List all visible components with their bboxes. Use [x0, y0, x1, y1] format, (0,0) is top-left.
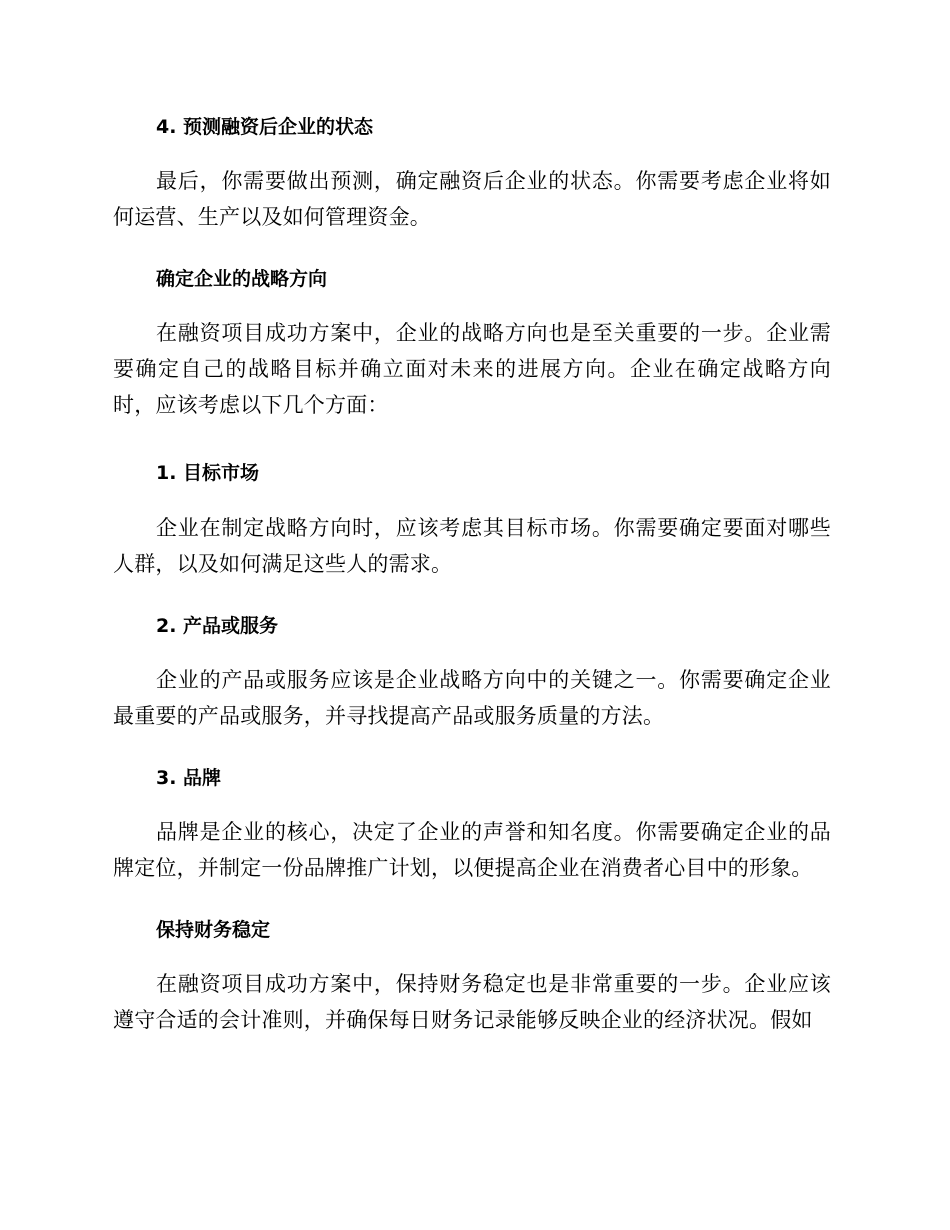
- section-heading: 2. 产品或服务: [156, 615, 279, 637]
- section-heading: 确定企业的战略方向: [156, 268, 328, 290]
- section-heading: 保持财务稳定: [156, 919, 271, 941]
- section-heading: 1. 目标市场: [156, 462, 260, 484]
- section-paragraph: 品牌是企业的核心，决定了企业的声誉和知名度。你需要确定企业的品牌定位，并制定一份品牌推广计划，以便提高企业在消费者心目中的形象。: [113, 820, 831, 880]
- section-heading: 4. 预测融资后企业的状态: [156, 116, 374, 138]
- section-paragraph: 在融资项目成功方案中，企业的战略方向也是至关重要的一步。企业需要确定自己的战略目标并确立面对未来的进展方向。企业在确定战略方向时，应该考虑以下几个方面：: [113, 321, 831, 417]
- section-heading: 3. 品牌: [156, 767, 222, 789]
- section-paragraph: 在融资项目成功方案中，保持财务稳定也是非常重要的一步。企业应该遵守合适的会计准则，并确保每日财务记录能够反映企业的经济状况。假如: [113, 972, 831, 1032]
- section-paragraph: 企业在制定战略方向时，应该考虑其目标市场。你需要确定要面对哪些人群，以及如何满足这些人的需求。: [113, 516, 831, 576]
- section-paragraph: 企业的产品或服务应该是企业战略方向中的关键之一。你需要确定企业最重要的产品或服务，并寻找提高产品或服务质量的方法。: [113, 668, 831, 728]
- section-paragraph: 最后，你需要做出预测，确定融资后企业的状态。你需要考虑企业将如何运营、生产以及如何管理资金。: [113, 169, 831, 229]
